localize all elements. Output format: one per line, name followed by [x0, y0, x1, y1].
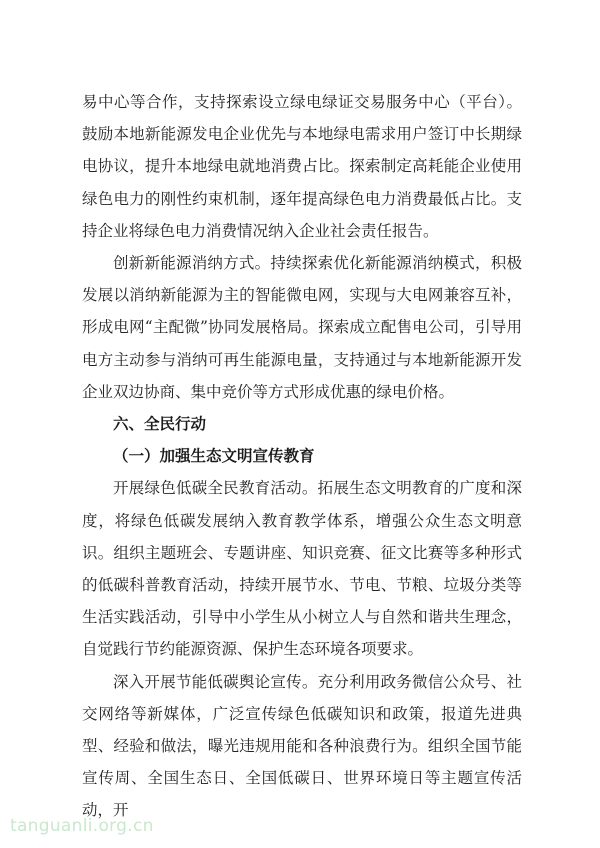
paragraph-new-energy-consumption: 创新新能源消纳方式。持续探索优化新能源消纳模式，积极发展以消纳新能源为主的智能微电网，实现与大电网兼容互补，形成电网“主配微”协同发展格局。探索成立配售电公司，引导用电方主动参与消纳可再生能源电量，支持通过与本地新能源开发企业双边协商、集中竞价等方式形成优惠的绿电价格。 [82, 254, 522, 401]
paragraph-public-opinion-publicity: 深入开展节能低碳舆论宣传。充分利用政务微信公众号、社交网络等新媒体，广泛宣传绿色低碳知识和政策，报道先进典型、经验和做法，曝光违规用能和各种浪费行为。组织全国节能宣传周、全国生态日、全国低碳日、世界环境日等主题宣传活动，开 [82, 672, 522, 820]
document-body [82, 86, 522, 827]
site-watermark: tanguanli.org.cn [10, 816, 154, 836]
paragraph-green-power-trading: 易中心等合作，支持探索设立绿电绿证交易服务中心（平台）。鼓励本地新能源发电企业优先与本地绿电需求用户签订中长期绿电协议，提升本地绿电就地消费占比。探索制定高耗能企业使用绿色电力的刚性约束机制，逐年提高绿色电力消费最低占比。支持企业将绿色电力消费情况纳入企业社会责任报告。 [82, 93, 522, 240]
subsection-heading-ecological-education: （一）加强生态文明宣传教育 [113, 447, 315, 466]
section-heading-public-action: 六、全民行动 [113, 415, 207, 434]
paragraph-low-carbon-education: 开展绿色低碳全民教育活动。拓展生态文明教育的广度和深度，将绿色低碳发展纳入教育教学体系，增强公众生态文明意识。组织主题班会、专题讲座、知识竞赛、征文比赛等多种形式的低碳科普教育活动，持续开展节水、节电、节粮、垃圾分类等生活实践活动，引导中小学生从小树立人与自然和谐共生理念，自觉践行节约能源资源、保护生态环境各项要求。 [82, 479, 522, 659]
